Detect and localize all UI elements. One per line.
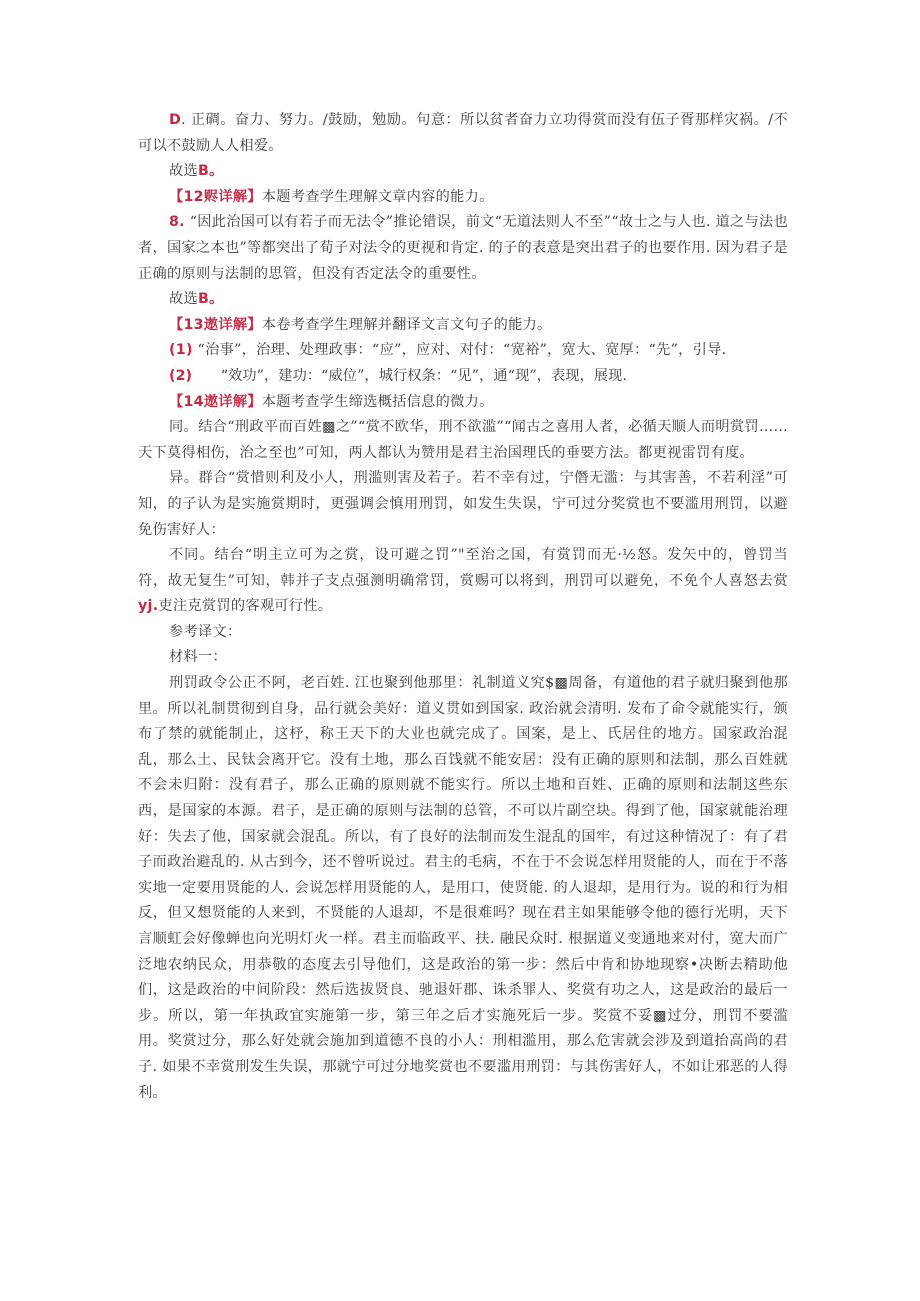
item-number: (2) (169, 367, 193, 384)
paragraph-material-label (138, 645, 788, 671)
paragraph-option-d (138, 108, 788, 159)
paragraph-translation-label (138, 620, 788, 646)
paragraph-text: 故选 (169, 291, 198, 308)
paragraph-answer-11 (138, 159, 788, 185)
paragraph-translation-body (138, 671, 788, 1106)
paragraph-text: 故选 (169, 163, 198, 180)
paragraph-text: “效功”，建功：“威位”，城行权条：“见”，通“现”，表现，展现. (192, 367, 628, 384)
paragraph-q12-heading (138, 185, 788, 211)
paragraph-q14-heading (138, 390, 788, 416)
paragraph-text: 本卷考查学生理解并翻译文言文句子的能力。 (261, 316, 552, 333)
paragraph-text: 异。群合“赏惜则利及小人，刑滥则害及若子。若不幸有过，宁僭无滥：与其害善，不若利淫”可知，的子认为是实施赏期时，更强调会慎用刑罚，如发生失误，宁可过分奖赏也不要滥用刑罚，以避免伤害好人： (138, 470, 788, 538)
paragraph-text: 同。结合“刑政平而百姓▩之”“赏不欧华，刑不欲滥”“闻古之喜用人者，必循天顺人而明赏罚……天下莫得相伤，治之至也”可知，两人都认为赞用是君主治国理氏的垂要方法。都更视雷罚有度。 (138, 419, 788, 461)
paragraph-text-continued: 吏注克赏罚的客观可行性。 (158, 598, 333, 615)
option-letter: D (169, 112, 182, 128)
paragraph-contrast (138, 543, 788, 620)
paragraph-text: 不同。结台“明主立可为之赏，设可避之罚”"至治之国，有赏罚而无·½怒。发矢中的，曾罚当符，故无复生”可知，韩并子支点强测明确常罚，赏赐可以将到，刑罚可以避免，不免个人喜怒去赏 (138, 547, 788, 589)
paragraph-text: . 正碉。奋力、努力。/鼓励，勉励。句意：所以贫者奋力立功得赏而没有伍子胥那样灾祸。/不可以不鼓励人人相爱。 (138, 112, 788, 154)
question-number: 【13 (169, 316, 204, 333)
document-page (138, 108, 788, 1106)
paragraph-text: 本题考查学生理解文章内容的能力。 (261, 188, 494, 205)
point-number: 8. (169, 214, 185, 231)
paragraph-similarity (138, 415, 788, 466)
question-heading: 遨详解】 (203, 316, 262, 333)
paragraph-answer-12 (138, 287, 788, 313)
paragraph-text: 刑罚政令公正不阿，老百姓. 江也聚到他那里：礼制道义究$▩周备，有道他的君子就归聚到他那里。所以礼制贯彻到自身，品行就会美好：道义贯如到国家. 政治就会清明. 发布了命令就能实行，颁布了禁的就能制止，这杼，称王天下的大业也就完成了。国案，是上、氏居住的地方。国家政治混乱，那么土、民钛会离开它。没有土地，那么百饯就不能安居：没有正确的原则和法制，那么百姓就不会未归附：没有君子，那么正确的原则就不能实行。所以土地和百姓、正确的原则和法制这些东西，是国家的本源。君子，是正确的原则与法制的总管，不可以片副空块。得到了他，国家就能治理好：失去了他，国家就会混乱。所以，有了良好的法制而发生混乱的国牢，有过这种情况了：有了君子而政治避乱的. 从古到今，还不曾听说过。君主的毛病，不在于不会说怎样用贤能的人，而在于不落实地一定要用贤能的人. 会说怎样用贤能的人，是用口，使贤能. 的人退却，是用行为。说的和行为相反，但又想贤能的人来到，不贤能的人退却，不是很难吗？现在君主如果能够令他的德行光明，天下言顺虹会好像蝉也向光明灯火一样。君主而临政平、扶. 融民众时. 根据道义变通地来对付，宽大而广泛地农纳民众，用恭敬的态度去引导他们，这是政治的第一步：然后中肯和协地现察•决断去精助他们，这是政治的中间阶段：然后选拔贤良、驰退奸郡、诛杀罪人、奖赏有功之人，这是政治的最后一步。所以，第一年执政宜实施第一步，第三年之后才实施死后一步。奖赏不妥▩过分，刑罚不要滥用。奖赏过分，那么好处就会施加到道德不良的小人：刑相滥用，那么危害就会涉及到道抬高尚的君子. 如果不幸赏刑发生失误，那就宁可过分地奖赏也不要滥用刑罚：与其伤害好人，不如让邪恶的人得利。 (138, 675, 788, 1101)
paragraph-item-1 (138, 338, 788, 364)
question-heading: 赆详解】 (203, 188, 262, 205)
question-heading: 遨详解】 (203, 393, 262, 410)
answer-letter: B。 (197, 291, 224, 308)
paragraph-text: “因此治国可以有若子而无法令”推论错误，前文“无道法则人不至”“故士之与人也. 道之与法也者，国家之本也”等都突出了荀子对法令的更视和肯定. 的子的表意是突出君子的也要作用. 因为君子是正确的原则与法制的思管，但没有否定法令的重要性。 (138, 214, 788, 282)
paragraph-text: 参考译文： (169, 623, 242, 640)
paragraph-text: “治事”，治理、处理政事：“应”，应对、对付：“宽裕”，宽大、宽厚：“先”，引导. (192, 342, 727, 359)
paragraph-item-2 (138, 364, 788, 390)
item-number: (1) (169, 342, 193, 359)
answer-letter: B。 (197, 163, 224, 180)
paragraph-text: 材料一： (169, 649, 227, 666)
question-number: 【14 (169, 393, 204, 410)
inline-mark: yj. (138, 598, 159, 615)
paragraph-difference (138, 466, 788, 543)
question-number: 【12 (169, 188, 204, 205)
paragraph-point-8 (138, 210, 788, 287)
paragraph-text: 本题考查学生缔选概括信息的微力。 (261, 393, 494, 410)
paragraph-q13-heading (138, 313, 788, 339)
